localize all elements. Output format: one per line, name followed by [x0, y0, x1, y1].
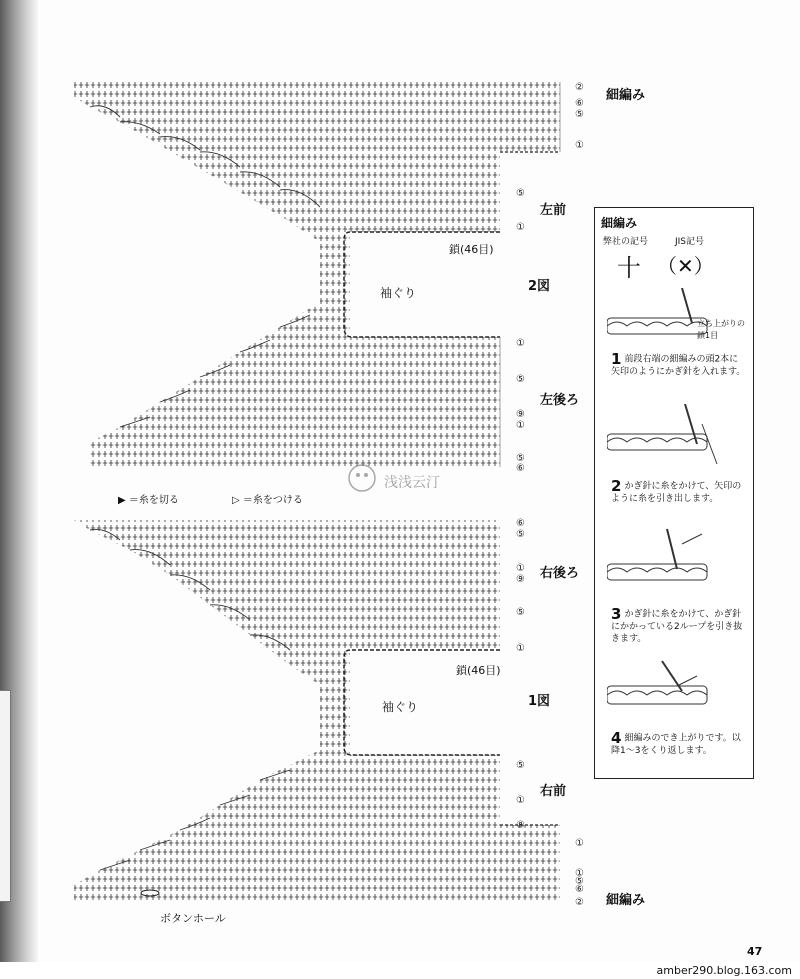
company-symbol: 十 — [617, 254, 641, 282]
watermark: 浅浅云汀 — [344, 456, 494, 510]
front-label-left: 左前 — [540, 203, 567, 218]
row-mark: ⑤ — [575, 876, 584, 887]
row-mark: ① — [516, 563, 525, 574]
row-mark: ⑤ — [516, 529, 525, 540]
row-mark: ① — [516, 222, 525, 233]
back-label-right: 右後ろ — [540, 566, 580, 581]
row-mark: ① — [516, 338, 525, 349]
row-mark: ② — [575, 82, 584, 93]
back-label-left: 左後ろ — [540, 393, 580, 408]
row-mark: ⑤ — [516, 453, 525, 464]
single-crochet-instruction-box — [594, 207, 754, 779]
crochet-chart-right-piece — [60, 515, 580, 915]
company-symbol-label: 弊社の記号 — [603, 237, 649, 247]
edge-label-upper: 細編み — [606, 88, 646, 103]
figure-1-label: 1図 — [528, 694, 551, 709]
filled-triangle-icon: ▶ — [118, 495, 129, 506]
row-mark: ⑨ — [516, 574, 525, 585]
row-mark: ⑤ — [516, 374, 525, 385]
row-mark: ② — [575, 897, 584, 908]
edge-label-lower: 細編み — [606, 893, 646, 908]
row-mark: ① — [516, 643, 525, 654]
row-mark: ⑤ — [516, 760, 525, 771]
page-number: 47 — [747, 945, 763, 958]
figure-2-label: 2図 — [528, 279, 551, 294]
step-4: 4 細編みのでき上がりです。以降1〜3をくり返します。 — [611, 729, 741, 756]
row-mark: ⑥ — [516, 463, 525, 474]
footer-source-text: amber290.blog.163.com — [656, 964, 792, 977]
crochet-chart-left-piece — [60, 72, 580, 482]
buttonhole-label: ボタンホール — [160, 912, 226, 925]
row-mark: ① — [516, 795, 525, 806]
jis-symbol-label: JIS記号 — [675, 237, 705, 247]
chain-label-upper: 鎖(46目) — [449, 243, 494, 256]
row-mark: ⑧ — [516, 820, 525, 831]
row-mark: ⑥ — [516, 518, 525, 529]
legend-attach: ▷ ＝糸をつける — [232, 495, 303, 506]
rise-label: 立ち上がりの鎖1目 — [697, 319, 745, 340]
row-mark: ① — [575, 140, 584, 151]
row-mark: ① — [575, 838, 584, 849]
adjacent-page-edge — [0, 690, 11, 902]
row-mark: ① — [516, 420, 525, 431]
step-2: 2 かぎ針に糸をかけて、矢印のように糸を引き出します。 — [611, 477, 742, 504]
step-4-illustration — [607, 656, 747, 726]
open-triangle-icon: ▷ — [232, 495, 243, 506]
footer-bar — [0, 962, 800, 979]
watermark-logo-icon — [344, 456, 384, 506]
legend-cut: ▶ ＝糸を切る — [118, 495, 179, 506]
step-1: 1 前段右端の細編みの頭2本に矢印のようにかぎ針を入れます。 — [611, 350, 746, 377]
row-mark: ⑥ — [575, 98, 584, 109]
chain-label-lower: 鎖(46目) — [456, 664, 501, 677]
row-mark: ⑤ — [516, 188, 525, 199]
step-3-illustration — [607, 524, 747, 594]
row-mark: ⑥ — [575, 884, 584, 895]
row-mark: ⑨ — [516, 409, 525, 420]
front-label-right: 右前 — [540, 784, 567, 799]
step-2-illustration — [607, 404, 747, 470]
armhole-label-upper: 袖ぐり — [380, 286, 417, 300]
row-mark: ⑤ — [575, 109, 584, 120]
box-title: 細編み — [601, 216, 638, 230]
row-mark: ⑤ — [516, 607, 525, 618]
row-mark: ① — [575, 868, 584, 879]
jis-symbol: （✕） — [657, 254, 714, 278]
step-3: 3 かぎ針に糸をかけて、かぎ針にかかっている2ループを引き抜きます。 — [611, 605, 743, 644]
armhole-label-lower: 袖ぐり — [382, 700, 419, 714]
